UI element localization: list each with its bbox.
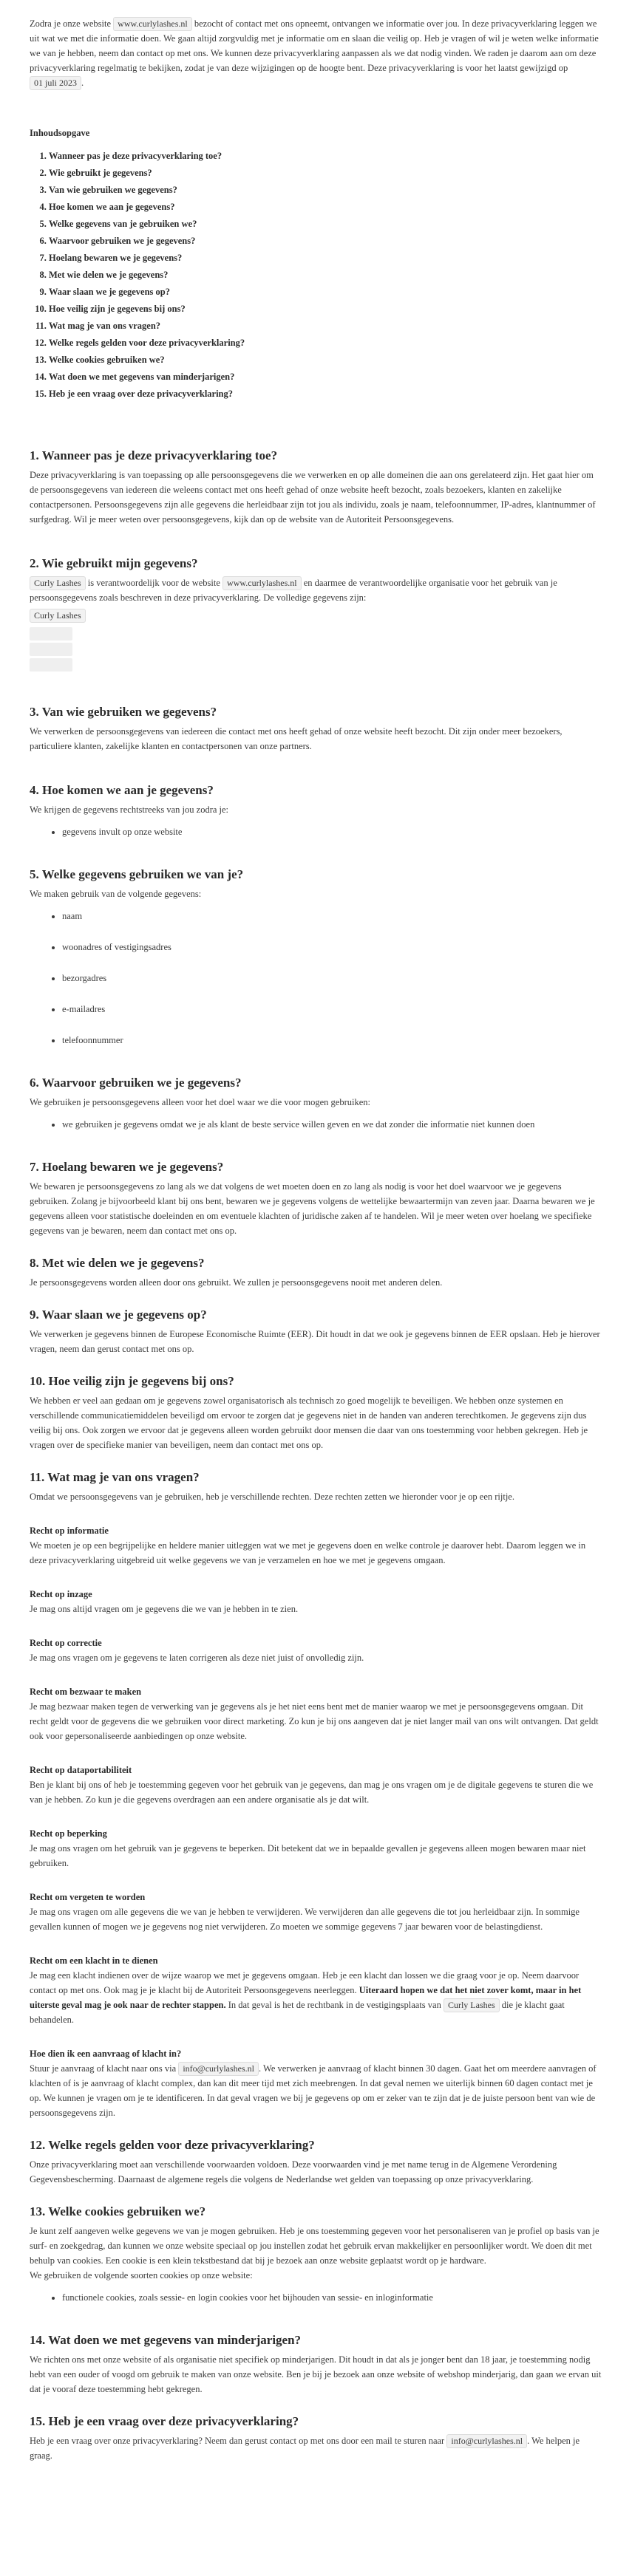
section-14-title: 14. Wat doen we met gegevens van minderjarigen? bbox=[30, 2333, 302, 2347]
section-4-title: 4. Hoe komen we aan je gegevens? bbox=[30, 783, 214, 797]
section-8 bbox=[30, 1254, 602, 1290]
right-access bbox=[30, 1587, 602, 1616]
section-6 bbox=[30, 1074, 602, 1132]
section-13-text-2: We gebruiken de volgende soorten cookies op onze website: bbox=[30, 2270, 253, 2281]
section-4 bbox=[30, 782, 602, 839]
section-15-text: Heb je een vraag over onze privacyverklaring? Neem dan gerust contact op met ons door een mail te sturen naar info@curlylashes.nl . We helpen je graag. bbox=[30, 2436, 580, 2461]
section-11 bbox=[30, 1469, 602, 2120]
section-9-text: We verwerken je gegevens binnen de Europese Economische Ruimte (EER). Dit houdt in dat we ook je gegevens binnen de EER opslaan. Heb je hierover vragen, neem dan gerust contact met ons op. bbox=[30, 1329, 600, 1354]
right-text: Je mag een klacht indienen over de wijze waarop we met je gegevens omgaan. Heb je een klacht dan lossen we die graag voor je op. Neem daarvoor contact op met ons. Ook mag je je klacht bij de Autoriteit Persoonsgegevens neerleggen. Uiteraard hopen we dat het niet zover komt, maar in het uiterste geval mag je ook naar de rechter stappen. In dat geval is het de rechtbank in de vestigingsplaats van Curly Lashes die je klacht gaat behandelen. bbox=[30, 1970, 582, 2025]
postcode-placeholder bbox=[30, 643, 72, 656]
section-12-text: Onze privacyverklaring moet aan verschillende voorwaarden voldoen. Deze voorwaarden vind je met name terug in de Algemene Verordening Gegevensbescherming. Daarnaast de algemene regels die volgens de Nederlandse wet gelden van toepassing op onze privacyverklaring. bbox=[30, 2159, 557, 2184]
right-heading: Recht om bezwaar te maken bbox=[30, 1687, 142, 1697]
toc-item-5[interactable]: 5. Welke gegevens van je gebruiken we? bbox=[49, 216, 602, 233]
section-3 bbox=[30, 703, 602, 754]
section-11-text: Omdat we persoonsgegevens van je gebruiken, heb je verschillende rechten. Deze rechten zetten we hieronder voor je op een rijtje. bbox=[30, 1492, 514, 1502]
section-3-title: 3. Van wie gebruiken we gegevens? bbox=[30, 705, 217, 719]
right-heading: Recht op correctie bbox=[30, 1638, 102, 1648]
section-13-list bbox=[30, 2290, 602, 2305]
section-5-list bbox=[30, 909, 602, 1048]
toc-item-7[interactable]: 7. Hoelang bewaren we je gegevens? bbox=[49, 250, 602, 267]
right-heading: Recht op inzage bbox=[30, 1589, 92, 1599]
section-3-text: We verwerken de persoonsgegevens van iedereen die contact met ons heeft gehad of onze website heeft bezocht. Dit zijn onder meer bezoekers, particuliere klanten, zakelijke klanten en contactpersonen van onze partners. bbox=[30, 726, 563, 751]
list-item: • woonadres of vestigingsadres bbox=[62, 940, 602, 954]
section-1 bbox=[30, 447, 602, 527]
website-chip: www.curlylashes.nl bbox=[222, 576, 302, 590]
section-13-text: Je kunt zelf aangeven welke gegevens we van je mogen gebruiken. Heb je ons toestemming gegeven voor het personaliseren van je profiel op basis van je surf- en zoekgedrag, dan kunnen we onze website speciaal op jou instellen zodat het gebruik ervan makkelijker en persoonlijker wordt. We doen dit met behulp van cookies. Een cookie is een klein tekstbestand dat bij je bezoek aan onze website geplaatst wordt op je hardware. bbox=[30, 2226, 599, 2266]
right-heading: Recht om vergeten te worden bbox=[30, 1892, 146, 1902]
section-7-text: We bewaren je persoonsgegevens zo lang als we dat volgens de wet moeten doen en zo lang als nodig is voor het doel waarvoor we je gegevens gebruiken. Zolang je bijvoorbeeld klant bij ons bent, bewaren we je gegevens volgens de wettelijke bewaartermijn van zeven jaar. Daarna bewaren we je gegevens alleen voor statistische doeleinden en om eventuele klachten of juridische zaken af te handelen. Wil je meer weten over hoelang we specifieke gegevens van je bewaren, neem dan contact met ons op. bbox=[30, 1181, 595, 1236]
section-5-title: 5. Welke gegevens gebruiken we van je? bbox=[30, 867, 244, 881]
section-9 bbox=[30, 1306, 602, 1356]
section-13 bbox=[30, 2203, 602, 2305]
section-12 bbox=[30, 2136, 602, 2187]
right-text: Je mag ons altijd vragen om je gegevens die we van je hebben in te zien. bbox=[30, 1604, 299, 1614]
toc-item-9[interactable]: 9. Waar slaan we je gegevens op? bbox=[49, 284, 602, 301]
section-15 bbox=[30, 2413, 602, 2463]
company-chip: Curly Lashes bbox=[444, 1998, 500, 2012]
list-item: • e-mailadres bbox=[62, 1002, 602, 1017]
section-14 bbox=[30, 2331, 602, 2396]
toc-item-8[interactable]: 8. Met wie delen we je gegevens? bbox=[49, 267, 602, 284]
email-chip[interactable]: info@curlylashes.nl bbox=[178, 2062, 259, 2076]
address-placeholder bbox=[30, 627, 72, 640]
toc-item-11[interactable]: 11. Wat mag je van ons vragen? bbox=[49, 318, 602, 335]
toc-item-10[interactable]: 10. Hoe veilig zijn je gegevens bij ons? bbox=[49, 301, 602, 318]
right-heading: Recht om een klacht in te dienen bbox=[30, 1955, 158, 1966]
toc-item-4[interactable]: 4. Hoe komen we aan je gegevens? bbox=[49, 199, 602, 216]
section-2-text: Curly Lashes is verantwoordelijk voor de website www.curlylashes.nl en daarmee de verantwoordelijke organisatie voor het gebruik van je persoonsgegevens zoals beschreven in deze privacyverklaring. De volledige gegevens zijn: bbox=[30, 578, 557, 603]
right-text: Je mag bezwaar maken tegen de verwerking van je gegevens als je het niet eens bent met de manier waarop we met je persoonsgegevens omgaan. Dit recht geldt voor de gegevens die we gebruiken voor direct marketing. Zo kun je bij ons aangeven dat je niet langer mail van ons wilt ontvangen. Dat geldt ook voor gepersonaliseerde aanbiedingen op onze website. bbox=[30, 1701, 599, 1741]
company-chip: Curly Lashes bbox=[30, 576, 86, 590]
section-4-text: We krijgen de gegevens rechtstreeks van jou zodra je: bbox=[30, 804, 229, 815]
section-1-text: Deze privacyverklaring is van toepassing op alle persoonsgegevens die we verwerken en op alle domeinen die aan ons gerelateerd zijn. Het gaat hier om de persoonsgegevens van iedereen die weleens contact met ons heeft gehad of onze website heeft bezocht, zoals bezoekers, klanten en zakelijke contactpersonen. Persoonsgegevens zijn alle gegevens die herleidbaar zijn tot jou als individu, zoals je naam, telefoonnummer, IP-adres, klantnummer of surfgedrag. Wil je meer weten over persoonsgegevens, kijk dan op de website van de Autoriteit Persoonsgegevens. bbox=[30, 470, 596, 525]
toc-item-15[interactable]: 15. Heb je een vraag over deze privacyverklaring? bbox=[49, 386, 602, 403]
right-complaint bbox=[30, 1953, 602, 2027]
right-text: Je mag ons vragen om je gegevens te laten corrigeren als deze niet juist of onvolledig zijn. bbox=[30, 1653, 364, 1663]
section-12-title: 12. Welke regels gelden voor deze privacyverklaring? bbox=[30, 2138, 315, 2152]
section-1-title: 1. Wanneer pas je deze privacyverklaring toe? bbox=[30, 448, 278, 462]
email-chip[interactable]: info@curlylashes.nl bbox=[446, 2434, 527, 2448]
right-text: Je mag ons vragen om het gebruik van je gegevens te beperken. Dit betekent dat we in bepaalde gevallen je gegevens alleen mogen bewaren maar niet gebruiken. bbox=[30, 1843, 586, 1868]
section-8-title: 8. Met wie delen we je gegevens? bbox=[30, 1256, 205, 1270]
section-6-title: 6. Waarvoor gebruiken we je gegevens? bbox=[30, 1076, 242, 1090]
right-heading: Hoe dien ik een aanvraag of klacht in? bbox=[30, 2049, 182, 2059]
right-erasure bbox=[30, 1890, 602, 1934]
section-15-title: 15. Heb je een vraag over deze privacyverklaring? bbox=[30, 2414, 299, 2428]
toc-item-6[interactable]: 6. Waarvoor gebruiken we je gegevens? bbox=[49, 233, 602, 250]
list-item: • gegevens invult op onze website bbox=[62, 824, 602, 839]
right-objection bbox=[30, 1684, 602, 1743]
section-7 bbox=[30, 1158, 602, 1238]
how-to-submit bbox=[30, 2046, 602, 2120]
section-5 bbox=[30, 866, 602, 1048]
table-of-contents bbox=[30, 148, 602, 403]
list-item: • functionele cookies, zoals sessie- en login cookies voor het bijhouden van sessie- en inloginformatie bbox=[62, 2290, 602, 2305]
right-portability bbox=[30, 1763, 602, 1807]
toc-item-2[interactable]: 2. Wie gebruikt je gegevens? bbox=[49, 165, 602, 182]
section-5-text: We maken gebruik van de volgende gegevens: bbox=[30, 889, 202, 899]
section-10-text: We hebben er veel aan gedaan om je gegevens zowel organisatorisch als technisch zo goed mogelijk te beveiligen. We hebben onze systemen en verschillende communicatiemiddelen beveiligd om ervoor te zorgen dat je gegevens niet in de handen van anderen terechtkomen. Je gegevens zijn dus veilig bij ons. Ook zorgen we ervoor dat je gegevens alleen worden gebruikt door mensen die daar van ons toestemming voor hebben gekregen. Heb je vragen over de specifieke manier van beveiligen, neem dan contact met ons op. bbox=[30, 1395, 588, 1450]
right-information bbox=[30, 1523, 602, 1568]
right-heading: Recht op beperking bbox=[30, 1828, 107, 1839]
section-4-list bbox=[30, 824, 602, 839]
list-item: • bezorgadres bbox=[62, 971, 602, 985]
right-text: We moeten je op een begrijpelijke en heldere manier uitleggen wat we met je gegevens doen en welke controle je daarover hebt. Daarom leggen we in deze privacyverklaring uitgebreid uit welke gegevens we van je verzamelen en hoe we met je gegevens omgaan. bbox=[30, 1540, 586, 1565]
section-14-text: We richten ons met onze website of als organisatie niet specifiek op minderjarigen. Dit houdt in dat als je jonger bent dan 18 jaar, je toestemming nodig hebt van een ouder of voogd om gebruik te maken van onze website. Ben je bij je bezoek aan onze website of webshop minderjarig, dan gaan we ervan uit dat je vooraf deze toestemming hebt gekregen. bbox=[30, 2354, 602, 2394]
toc-item-13[interactable]: 13. Welke cookies gebruiken we? bbox=[49, 352, 602, 369]
section-13-title: 13. Welke cookies gebruiken we? bbox=[30, 2204, 206, 2218]
website-chip: www.curlylashes.nl bbox=[113, 17, 192, 31]
toc-item-1[interactable]: 1. Wanneer pas je deze privacyverklaring toe? bbox=[49, 148, 602, 165]
right-text: Ben je klant bij ons of heb je toestemming gegeven voor het gebruik van je gegevens, dan mag je ons vragen om je de digitale gegevens te sturen die we van je hebben. Zo kun je die gegevens overdragen aan een andere organisatie als je dat wilt. bbox=[30, 1780, 594, 1805]
toc-item-14[interactable]: 14. Wat doen we met gegevens van minderjarigen? bbox=[49, 369, 602, 386]
toc-item-3[interactable]: 3. Van wie gebruiken we gegevens? bbox=[49, 182, 602, 199]
toc-item-12[interactable]: 12. Welke regels gelden voor deze privacyverklaring? bbox=[49, 335, 602, 352]
city-placeholder bbox=[30, 658, 72, 672]
intro-paragraph: Zodra je onze website www.curlylashes.nl bezocht of contact met ons opneemt, ontvangen we informatie over jou. In deze privacyverklaring leggen we uit wat we met die informatie doen. We gaan altijd zorgvuldig met je informatie om en slaan die veilig op. Heb je vragen of wil je weten welke informatie we van je hebben, neem dan contact op met ons. We kunnen deze privacyverklaring aanpassen als we dat nodig vinden. We raden je daarom aan om deze privacyverklaring regelmatig te bekijken, zodat je van deze wijzigingen op de hoogte bent. Deze privacyverklaring is voor het laatst gewijzigd op 01 juli 2023 . bbox=[30, 16, 602, 90]
list-item: • we gebruiken je gegevens omdat we je als klant de beste service willen geven en we dat zonder die informatie niet kunnen doen bbox=[62, 1117, 602, 1132]
section-10-title: 10. Hoe veilig zijn je gegevens bij ons? bbox=[30, 1374, 234, 1388]
section-2-title: 2. Wie gebruikt mijn gegevens? bbox=[30, 556, 198, 570]
section-11-title: 11. Wat mag je van ons vragen? bbox=[30, 1470, 200, 1484]
right-text: Je mag ons vragen om alle gegevens die we van je hebben te verwijderen. We verwijderen dan alle gegevens die tot jou herleidbaar zijn. In sommige gevallen kunnen of mogen we je gegevens nog niet verwijderen. Zo moeten we sommige gegevens 7 jaar bewaren voor de belastingdienst. bbox=[30, 1907, 580, 1932]
right-correction bbox=[30, 1636, 602, 1665]
date-chip: 01 juli 2023 bbox=[30, 76, 81, 90]
section-6-text: We gebruiken je persoonsgegevens alleen voor het doel waar we die voor mogen gebruiken: bbox=[30, 1097, 370, 1107]
right-restriction bbox=[30, 1826, 602, 1870]
toc-title: Inhoudsopgave bbox=[30, 128, 90, 138]
section-10 bbox=[30, 1373, 602, 1452]
section-9-title: 9. Waar slaan we je gegevens op? bbox=[30, 1308, 207, 1322]
section-8-text: Je persoonsgegevens worden alleen door ons gebruikt. We zullen je persoonsgegevens nooit met anderen delen. bbox=[30, 1277, 443, 1288]
right-heading: Recht op dataportabiliteit bbox=[30, 1765, 132, 1775]
section-6-list bbox=[30, 1117, 602, 1132]
right-text: Stuur je aanvraag of klacht naar ons via info@curlylashes.nl . We verwerken je aanvraag of klacht binnen 30 dagen. Gaat het om meerdere aanvragen of klachten of is je aanvraag of klacht complex, dan kan dit meer tijd met zich meebrengen. In dat geval nemen we uiterlijk binnen 60 dagen contact met je op. We kunnen je vragen om je te identificeren. In dat geval vragen we bij je gegevens op om er zeker van te zijn dat je de juiste persoon bent van wie de persoonsgegevens zijn. bbox=[30, 2063, 597, 2118]
list-item: • naam bbox=[62, 909, 602, 923]
right-heading: Recht op informatie bbox=[30, 1526, 109, 1536]
section-2 bbox=[30, 555, 602, 672]
list-item: • telefoonnummer bbox=[62, 1033, 602, 1048]
section-7-title: 7. Hoelang bewaren we je gegevens? bbox=[30, 1160, 224, 1174]
company-name-chip: Curly Lashes bbox=[30, 609, 86, 623]
